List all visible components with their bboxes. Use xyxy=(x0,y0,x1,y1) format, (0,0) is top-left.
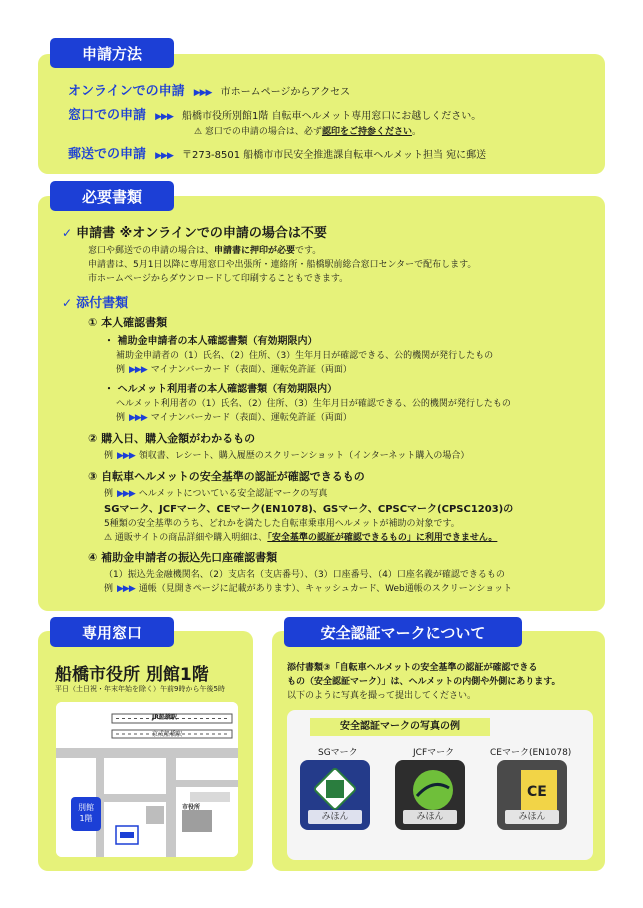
map-cityhall-label: 市役所 xyxy=(182,804,201,811)
safety-desc1: 添付書類③「自転車ヘルメットの安全基準の認証が確認できる xyxy=(287,663,538,673)
form-line2: 申請書は、5月1日以降に専用窓口や出張所・連絡所・船橋駅前総合窓口センターで配布します。 xyxy=(88,260,477,270)
form-line1: 窓口や郵送での申請の場合は、申請書に押印が必要です。 xyxy=(88,246,322,256)
window-row xyxy=(68,104,481,123)
form-title: ✓ 申請書 ※オンラインでの申請の場合は不要 xyxy=(62,226,327,241)
window-note-emphasis: 認印をご持参ください xyxy=(321,127,412,137)
safety-desc2: もの（安全認証マーク）」は、ヘルメットの内側や外側にあります。 xyxy=(287,677,561,687)
item1b-desc: ヘルメット利用者の（1）氏名、（2）住所、（3）生年月日が確認できる、公的機関が発行したもの xyxy=(116,399,511,409)
apply-tab: 申請方法 xyxy=(50,38,174,68)
window-label: 窓口での申請 xyxy=(68,108,147,123)
ce-mark-photo: CE みほん xyxy=(497,760,567,830)
arrow-icon: ▶▶▶ xyxy=(155,112,173,122)
arrow-icon: ▶▶▶ xyxy=(117,584,135,594)
item4-desc: （1）振込先金融機関名、（2）支店名（支店番号）、（3）口座番号、（4）口座名義が確認できるもの xyxy=(104,570,505,580)
item3-note: ⚠ 通販サイトの商品詳細や購入明細は、「安全基準の認証が確認できるもの」に利用できません。 xyxy=(104,533,498,543)
item1b-title: ・ ヘルメット利用者の本人確認書類（有効期限内） xyxy=(104,384,338,395)
item3-example: 例 ▶▶▶ ヘルメットについている安全認証マークの写真 xyxy=(104,489,328,499)
item3-title: ③ 自転車ヘルメットの安全基準の認証が確認できるもの xyxy=(88,470,365,483)
item3-note-emphasis: 「安全基準の認証が確認できるもの」に利用できません。 xyxy=(267,533,498,543)
office-tab: 専用窓口 xyxy=(50,617,174,647)
annex-callout: 別館 1階 xyxy=(71,797,101,831)
check-icon: ✓ xyxy=(62,226,73,240)
online-label: オンラインでの申請 xyxy=(68,84,185,99)
docs-tab: 必要書類 xyxy=(50,181,174,211)
safety-tab: 安全認証マークについて xyxy=(284,617,522,647)
online-row xyxy=(68,80,350,99)
item4-example: 例 ▶▶▶ 通帳（見開きページに記載があります）、キャッシュカード、Web通帳のスクリーンショット xyxy=(104,584,513,594)
map-jr-label: JR船橋駅 xyxy=(152,714,177,721)
photo-title: 安全認証マークの写真の例 xyxy=(310,718,490,736)
office-name: 船橋市役所 別館1階 xyxy=(55,665,209,685)
ce-mark-label: CEマーク(EN1078) xyxy=(490,748,572,758)
arrow-icon: ▶▶▶ xyxy=(129,365,147,375)
item2-example: 例 ▶▶▶ 領収書、レシート、購入履歴のスクリーンショット（インターネット購入の場合） xyxy=(104,451,470,461)
map-keisei-label: 京成船橋駅 xyxy=(152,731,183,738)
check-icon: ✓ xyxy=(62,296,73,310)
item2-title: ② 購入日、購入金額がわかるもの xyxy=(88,432,256,445)
item1a-desc: 補助金申請者の（1）氏名、（2）住所、（3）生年月日が確認できる、公的機関が発行したもの xyxy=(116,351,494,361)
item1-title: ① 本人確認書類 xyxy=(88,316,168,329)
office-hours: 平日（土日祝・年末年始を除く）午前9時から午後5時 xyxy=(55,685,225,693)
safety-desc3: 以下のように写真を撮って提出してください。 xyxy=(287,691,477,701)
svg-text:CE: CE xyxy=(527,784,547,800)
mail-label: 郵送での申請 xyxy=(68,147,147,162)
item1a-example: 例 ▶▶▶ マイナンバーカード（表面）、運転免許証（両面） xyxy=(116,365,352,375)
item1b-example: 例 ▶▶▶ マイナンバーカード（表面）、運転免許証（両面） xyxy=(116,413,352,423)
form-line3: 市ホームページからダウンロードして印刷することもできます。 xyxy=(88,274,349,284)
map-illustration xyxy=(56,702,238,857)
arrow-icon: ▶▶▶ xyxy=(193,88,212,98)
mail-row xyxy=(68,143,486,162)
window-note: ⚠ 窓口での申請の場合は、必ず認印をご持参ください。 xyxy=(194,127,421,137)
jcf-mark-label: JCFマーク xyxy=(413,748,455,758)
item4-title: ④ 補助金申請者の振込先口座確認書類 xyxy=(88,551,278,564)
item1a-title: ・ 補助金申請者の本人確認書類（有効期限内） xyxy=(104,336,318,347)
arrow-icon: ▶▶▶ xyxy=(117,489,135,499)
item3-line2: 5種類の安全基準のうち、どれかを満たした自転車乗車用ヘルメットが補助の対象です。 xyxy=(104,519,460,529)
office-map xyxy=(56,702,238,857)
arrow-icon: ▶▶▶ xyxy=(155,151,173,161)
sg-mark-label: SGマーク xyxy=(318,748,358,758)
arrow-icon: ▶▶▶ xyxy=(129,413,147,423)
attach-title: ✓ 添付書類 xyxy=(62,296,129,311)
online-text: 市ホームページからアクセス xyxy=(220,87,351,98)
jcf-mark-photo: みほん xyxy=(395,760,465,830)
window-text: 船橋市役所別館1階 自転車ヘルメット専用窓口にお越しください。 xyxy=(181,111,482,122)
item3-marks: SGマーク、JCFマーク、CEマーク(EN1078)、GSマーク、CPSCマーク(CPSC1203)の xyxy=(104,504,514,515)
arrow-icon: ▶▶▶ xyxy=(117,451,135,461)
mail-text: 〒273-8501 船橋市市民安全推進課自転車ヘルメット担当 宛に郵送 xyxy=(181,150,487,161)
sg-mark-photo: みほん xyxy=(300,760,370,830)
